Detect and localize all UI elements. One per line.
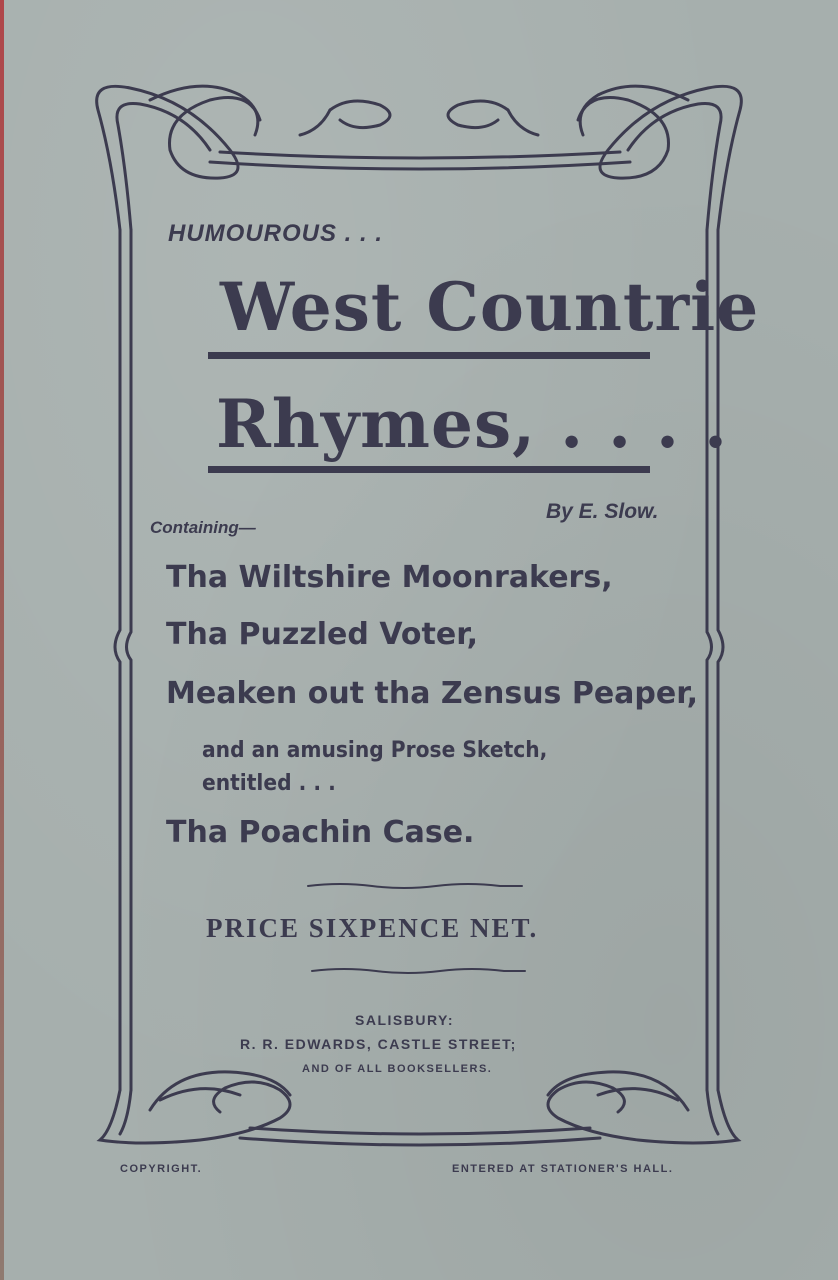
sketch-description: and an amusing Prose Sketch, — [202, 738, 548, 763]
kicker-text: HUMOUROUS . . . — [168, 220, 384, 247]
contents-item: Tha Wiltshire Moonrakers, — [166, 560, 613, 595]
publisher-city: SALISBURY: — [355, 1012, 454, 1028]
sketch-title: Tha Poachin Case. — [166, 815, 475, 850]
price-text: PRICE SIXPENCE NET. — [206, 913, 539, 943]
registration-notice: ENTERED AT STATIONER'S HALL. — [452, 1163, 674, 1175]
contents-item: Tha Puzzled Voter, — [166, 617, 478, 652]
containing-label: Containing— — [150, 518, 256, 537]
title-rule-top — [208, 352, 650, 359]
contents-item: Meaken out tha Zensus Peaper, — [166, 676, 699, 711]
sketch-entitled: entitled . . . — [202, 771, 336, 796]
publisher-name: R. R. EDWARDS, CASTLE STREET; — [240, 1036, 517, 1052]
copyright-notice: COPYRIGHT. — [120, 1163, 203, 1175]
title-line-2: Rhymes, . . . . — [216, 385, 728, 463]
publisher-note: AND OF ALL BOOKSELLERS. — [302, 1063, 493, 1075]
title-rule-bottom — [208, 466, 650, 473]
author-credit: By E. Slow. — [546, 500, 659, 523]
title-line-1: West Countrie — [220, 268, 760, 346]
